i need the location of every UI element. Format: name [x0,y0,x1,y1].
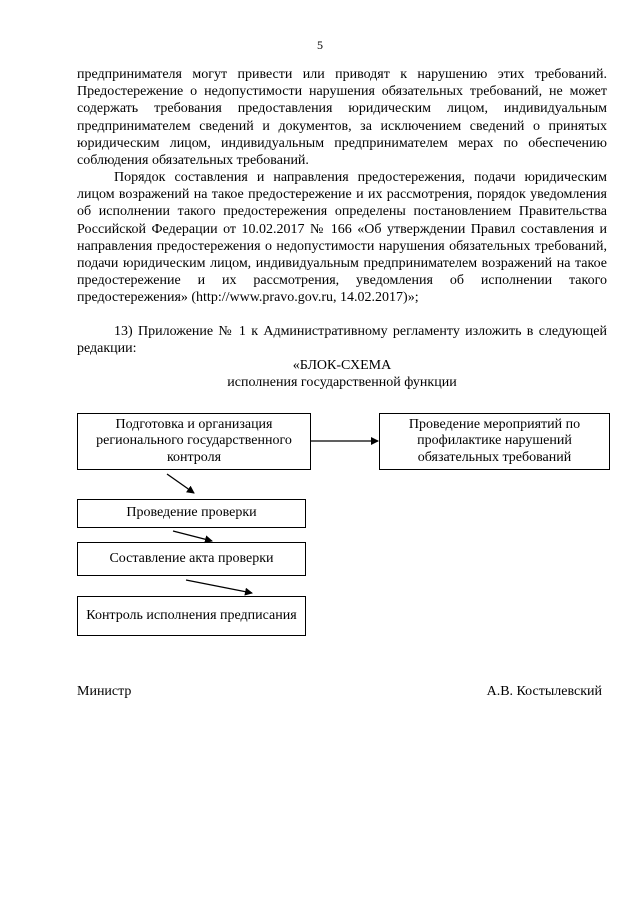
arrow-act-to-control [186,580,252,593]
flow-box-label: Подготовка и организация регионального государственного контроля [96,416,292,465]
paragraph-text: предпринимателя могут привести или приводят к нарушению этих требований. Предостережение о недопустимости нарушения обязательных требований, не может содержать требования предоставления юридическим лицом, индивидуальным предпринимателем сведений и документов, за исключением сведений о принятых юридическим лицом, индивидуальным предпринимателем мерах по обеспечению соблюдения обязательных требований. [77,67,607,169]
signature-name: А.В. Костылевский [486,684,602,699]
flow-box-label: Проведение мероприятий по профилактике нарушений обязательных требований [408,416,581,465]
signature-title: Министр [77,684,132,699]
arrow-inspection-to-act [173,531,212,541]
flow-box-label: Проведение проверки [126,505,257,521]
scheme-title-line2: исполнения государственной функции [227,375,457,391]
flow-box-label: Составление акта проверки [109,550,274,566]
flow-box-label: Контроль исполнения предписания [86,607,297,623]
scheme-title-line1: «БЛОК-СХЕМА [292,358,392,373]
paragraph-text: 13) Приложение № 1 к Административному регламенту изложить в следующей редакции: [77,324,607,357]
paragraph-text: Порядок составления и направления предостережения, подачи юридическим лицом возражений на такое предостережение и их рассмотрения, порядок уведомления об исполнении такого предостережения определены постановлением Правительства Российской Федерации от 10.02.2017 № 166 «Об утверждении Правил составления и направления предостережения о недопустимости нарушения обязательных требований, подачи юридическим лицом, индивидуальным предпринимателем возражений на такое предостережение и их рассмотрения, уведомления об исполнении такого предостережения» (http://www.pravo.gov.ru, 14.02.2017)»; [77,170,607,306]
page-number: 5 [317,38,323,52]
arrow-prep-to-inspection [167,474,194,493]
